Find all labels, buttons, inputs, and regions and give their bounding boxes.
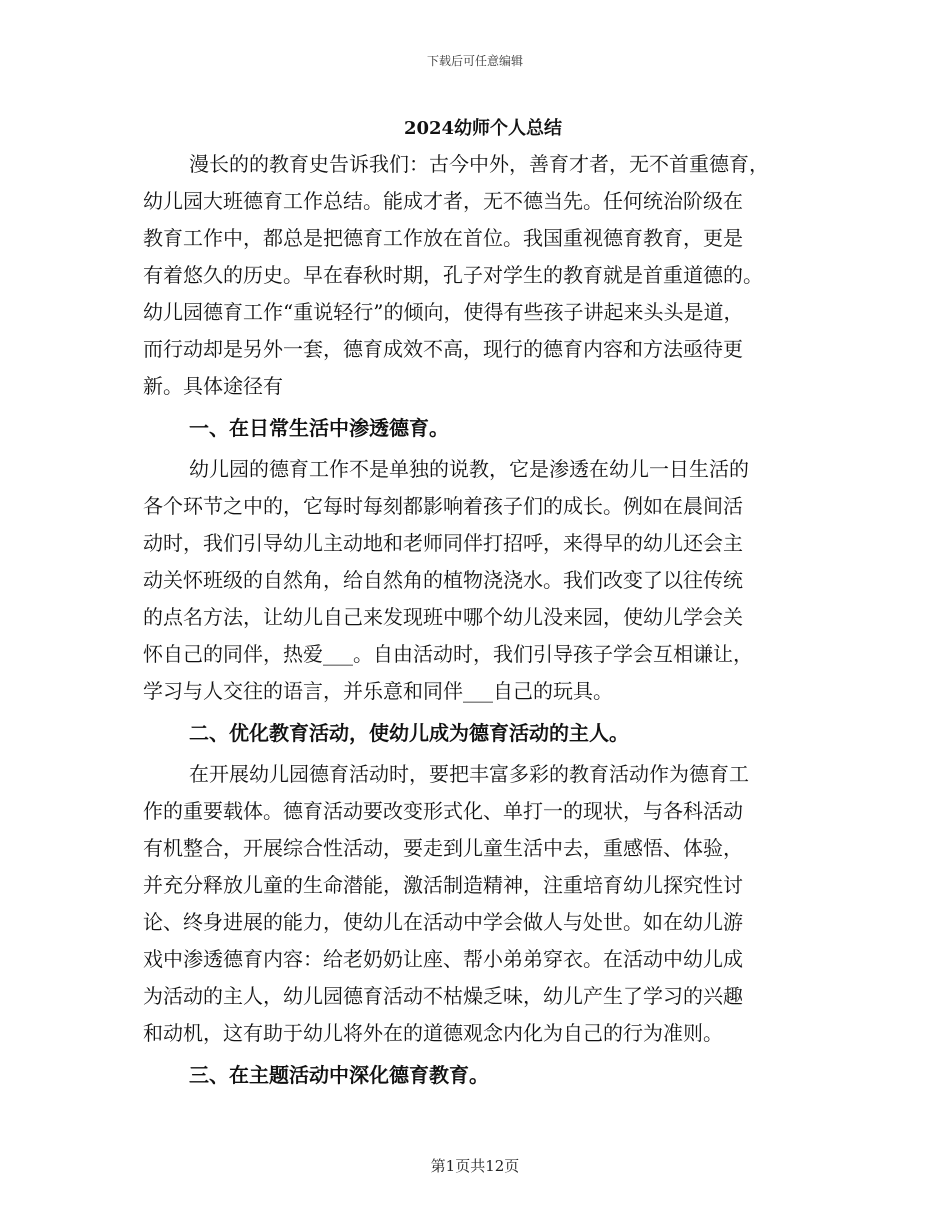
paragraph-line: 漫长的的教育史告诉我们：古今中外，善育才者，无不首重德育， xyxy=(189,152,769,176)
paragraph-line: 和动机，这有助于幼儿将外在的道德观念内化为自己的行为准则。 xyxy=(143,1021,723,1045)
paragraph-line: 幼儿园德育工作“重说轻行”的倾向，使得有些孩子讲起来头头是道， xyxy=(143,300,744,324)
paragraph-line: 有着悠久的历史。早在春秋时期，孔子对学生的教育就是首重道德的。 xyxy=(143,263,763,287)
paragraph-line: 新。具体途径有 xyxy=(143,374,283,398)
paragraph-activities xyxy=(143,756,823,1052)
paragraph-line: 教育工作中，都总是把德育工作放在首位。我国重视德育教育，更是 xyxy=(143,226,743,250)
paragraph-intro xyxy=(143,146,823,405)
paragraph-line: 学习与人交往的语言，并乐意和同伴___自己的玩具。 xyxy=(143,679,613,703)
page-footer-pagination: 第1页共12页 xyxy=(430,1157,520,1175)
section-heading-2: 二、优化教育活动，使幼儿成为德育活动的主人。 xyxy=(189,721,629,745)
document-body xyxy=(143,112,823,1098)
page-header-note: 下载后可任意编辑 xyxy=(426,54,523,68)
paragraph-line: 幼儿园大班德育工作总结。能成才者，无不德当先。任何统治阶级在 xyxy=(143,189,743,213)
document-title: 2024幼师个人总结 xyxy=(403,118,563,139)
paragraph-line: 动关怀班级的自然角，给自然角的植物浇浇水。我们改变了以往传统 xyxy=(143,568,743,592)
paragraph-line: 有机整合，开展综合性活动，要走到儿童生活中去，重感悟、体验， xyxy=(143,836,743,860)
section-heading-1: 一、在日常生活中渗透德育。 xyxy=(189,416,449,440)
section-heading-3: 三、在主题活动中深化德育教育。 xyxy=(189,1063,489,1087)
paragraph-line: 而行动却是另外一套，德育成效不高，现行的德育内容和方法亟待更 xyxy=(143,337,743,361)
paragraph-line: 在开展幼儿园德育活动时，要把丰富多彩的教育活动作为德育工 xyxy=(189,762,749,786)
paragraph-line: 动时，我们引导幼儿主动地和老师同伴打招呼，来得早的幼儿还会主 xyxy=(143,531,743,555)
paragraph-daily-life xyxy=(143,451,823,710)
paragraph-line: 并充分释放儿童的生命潜能，激活制造精神，注重培育幼儿探究性讨 xyxy=(143,873,743,897)
paragraph-line: 为活动的主人，幼儿园德育活动不枯燥乏味，幼儿产生了学习的兴趣 xyxy=(143,984,743,1008)
paragraph-line: 戏中渗透德育内容：给老奶奶让座、帮小弟弟穿衣。在活动中幼儿成 xyxy=(143,947,743,971)
paragraph-line: 论、终身进展的能力，使幼儿在活动中学会做人与处世。如在幼儿游 xyxy=(143,910,743,934)
paragraph-line: 的点名方法，让幼儿自己来发现班中哪个幼儿没来园，使幼儿学会关 xyxy=(143,605,743,629)
paragraph-line: 幼儿园的德育工作不是单独的说教，它是渗透在幼儿一日生活的 xyxy=(189,457,749,481)
paragraph-line: 作的重要载体。德育活动要改变形式化、单打一的现状，与各科活动 xyxy=(143,799,743,823)
paragraph-line: 各个环节之中的，它每时每刻都影响着孩子们的成长。例如在晨间活 xyxy=(143,494,743,518)
paragraph-line: 怀自己的同伴，热爱___。自由活动时，我们引导孩子学会互相谦让， xyxy=(143,642,753,666)
